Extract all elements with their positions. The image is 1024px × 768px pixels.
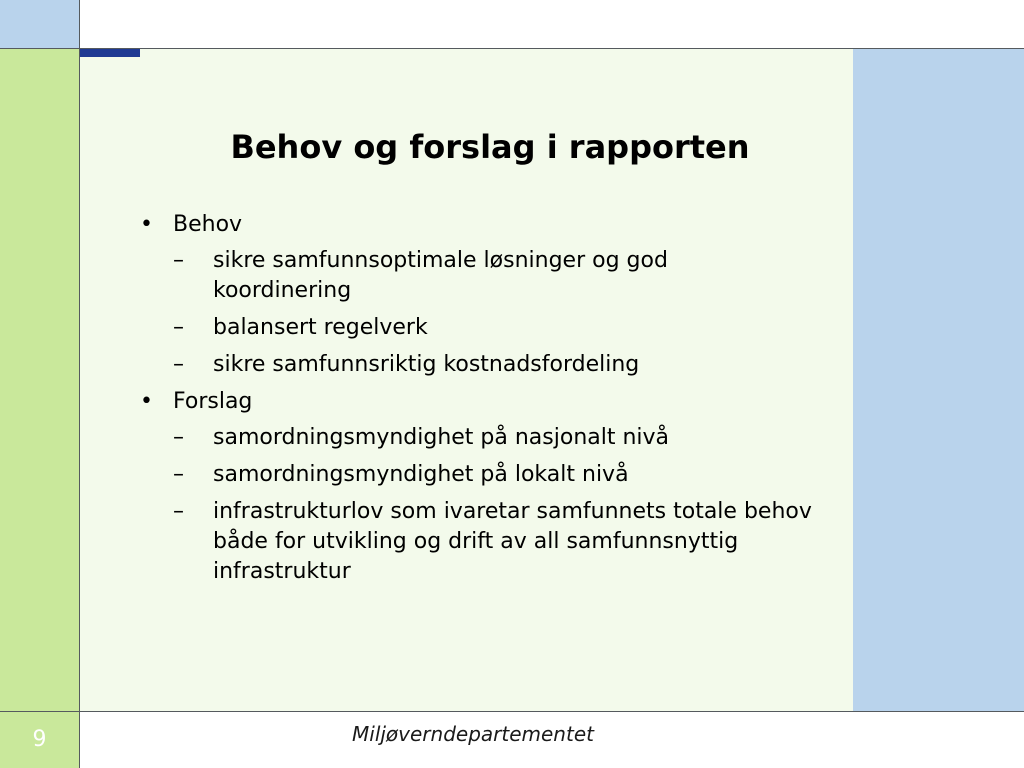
dash-marker: – <box>173 248 184 273</box>
bullet-label: Behov <box>173 212 243 237</box>
top-left-blue-box <box>0 0 79 48</box>
top-divider-line <box>0 48 1024 49</box>
bullet-item-behov <box>140 210 840 380</box>
bullet-list <box>140 210 840 594</box>
sub-item-text: sikre samfunnsriktig kostnadsfordeling <box>213 352 640 377</box>
bottom-divider-line <box>0 711 1024 712</box>
sub-item-text: sikre samfunnsoptimale løsninger og god koordinering <box>213 248 668 303</box>
sub-item-text: samordningsmyndighet på nasjonalt nivå <box>213 425 670 450</box>
sub-item <box>173 246 813 306</box>
dash-marker: – <box>173 425 184 450</box>
bullet-label: Forslag <box>173 389 253 414</box>
sub-item-text: samordningsmyndighet på lokalt nivå <box>213 462 629 487</box>
sub-item <box>173 350 813 380</box>
slide-title: Behov og forslag i rapporten <box>230 128 750 166</box>
bullet-marker: • <box>140 389 153 414</box>
sub-item <box>173 313 813 343</box>
dash-marker: – <box>173 462 184 487</box>
sub-list-behov <box>173 246 840 380</box>
sub-item <box>173 460 813 490</box>
left-divider-line <box>79 0 80 768</box>
sub-list-forslag <box>173 423 840 587</box>
top-header-band <box>80 0 1024 48</box>
dash-marker: – <box>173 499 184 524</box>
footer-ministry-name: Miljøverndepartementet <box>352 722 594 746</box>
sub-item <box>173 423 813 453</box>
bullet-item-forslag <box>140 387 840 587</box>
right-blue-column <box>853 49 1024 711</box>
sub-item-text: balansert regelverk <box>213 315 428 340</box>
dash-marker: – <box>173 352 184 377</box>
dash-marker: – <box>173 315 184 340</box>
left-green-column <box>0 49 79 711</box>
sub-item <box>173 497 813 587</box>
bullet-marker: • <box>140 212 153 237</box>
page-number: 9 <box>32 727 47 752</box>
accent-bar <box>80 49 140 57</box>
sub-item-text: infrastrukturlov som ivaretar samfunnets totale behov både for utvikling og drift av all samfunnsnyttig infrastruktur <box>213 499 812 584</box>
